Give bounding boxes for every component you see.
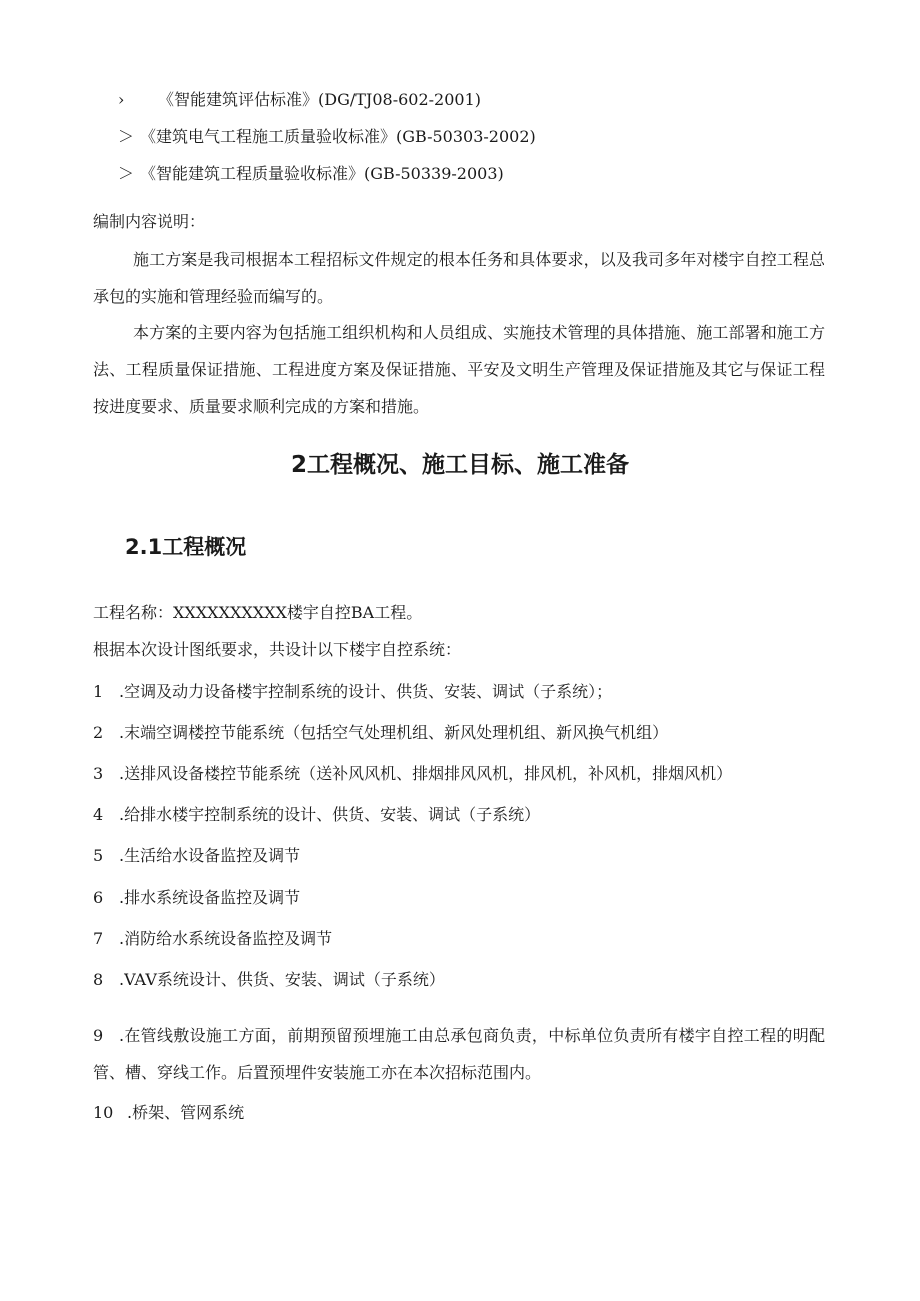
standard-text: 《智能建筑评估标准》(DG/TJ08-602-2001) <box>158 90 482 109</box>
list-text: .VAV系统设计、供货、安装、调试（子系统） <box>119 970 445 989</box>
standard-text: 《智能建筑工程质量验收标准》(GB-50339-2003) <box>140 164 504 183</box>
list-text: .给排水楼宇控制系统的设计、供货、安装、调试（子系统） <box>119 805 541 824</box>
list-number: 2 <box>93 723 104 742</box>
list-item <box>93 805 540 825</box>
list-item <box>93 929 332 949</box>
list-item <box>93 846 300 866</box>
list-text: .空调及动力设备楼宇控制系统的设计、供货、安装、调试（子系统）； <box>119 682 613 701</box>
body-paragraph: 本方案的主要内容为包括施工组织机构和人员组成、实施技术管理的具体措施、施工部署和施工方法、工程质量保证措施、工程进度方案及保证措施、平安及文明生产管理及保证措施及其它与保证工程按进度要求、质量要求顺利完成的方案和措施。 <box>93 323 825 416</box>
list-item <box>93 723 668 743</box>
list-text: .末端空调楼控节能系统（包括空气处理机组、新风处理机组、新风换气机组） <box>119 723 669 742</box>
body-paragraph: 施工方案是我司根据本工程招标文件规定的根本任务和具体要求，以及我司多年对楼宇自控工程总承包的实施和管理经验而编写的。 <box>93 250 825 306</box>
list-item <box>93 888 300 908</box>
explain-heading: 编制内容说明： <box>93 212 206 231</box>
standard-item <box>118 164 504 184</box>
list-item <box>93 970 445 990</box>
project-name: 工程名称：XXXXXXXXXX楼宇自控BA工程。 <box>93 603 423 622</box>
list-item <box>93 764 732 784</box>
list-item <box>93 682 612 702</box>
list-number: 9 <box>93 1026 104 1045</box>
standard-text: 《建筑电气工程施工质量验收标准》(GB-50303-2002) <box>140 127 536 146</box>
list-number: 7 <box>93 929 104 948</box>
list-number: 8 <box>93 970 104 989</box>
list-item-long <box>93 1017 825 1091</box>
list-text: .送排风设备楼控节能系统（送补风风机、排烟排风风机，排风机，补风机，排烟风机） <box>119 764 733 783</box>
list-text: .生活给水设备监控及调节 <box>119 846 301 865</box>
subsection-title: 2.1工程概况 <box>125 535 247 559</box>
list-text: .桥架、管网系统 <box>127 1103 245 1122</box>
bullet-marker: ＞ <box>118 164 135 183</box>
standard-item <box>118 127 536 147</box>
bullet-marker: ＞ <box>118 127 135 146</box>
list-item <box>93 1103 244 1123</box>
list-text: .在管线敷设施工方面，前期预留预埋施工由总承包商负责，中标单位负责所有楼宇自控工程的明配管、槽、穿线工作。后置预埋件安装施工亦在本次招标范围内。 <box>93 1026 825 1082</box>
design-intro: 根据本次设计图纸要求，共设计以下楼宇自控系统： <box>93 640 462 659</box>
list-number: 5 <box>93 846 104 865</box>
list-number: 10 <box>93 1103 114 1122</box>
standard-item <box>118 90 481 110</box>
section-title: 2工程概况、施工目标、施工准备 <box>290 452 629 478</box>
list-number: 4 <box>93 805 104 824</box>
list-number: 1 <box>93 682 104 701</box>
list-number: 6 <box>93 888 104 907</box>
list-text: .消防给水系统设备监控及调节 <box>119 929 333 948</box>
list-text: .排水系统设备监控及调节 <box>119 888 301 907</box>
bullet-marker: › <box>118 90 125 109</box>
list-number: 3 <box>93 764 104 783</box>
